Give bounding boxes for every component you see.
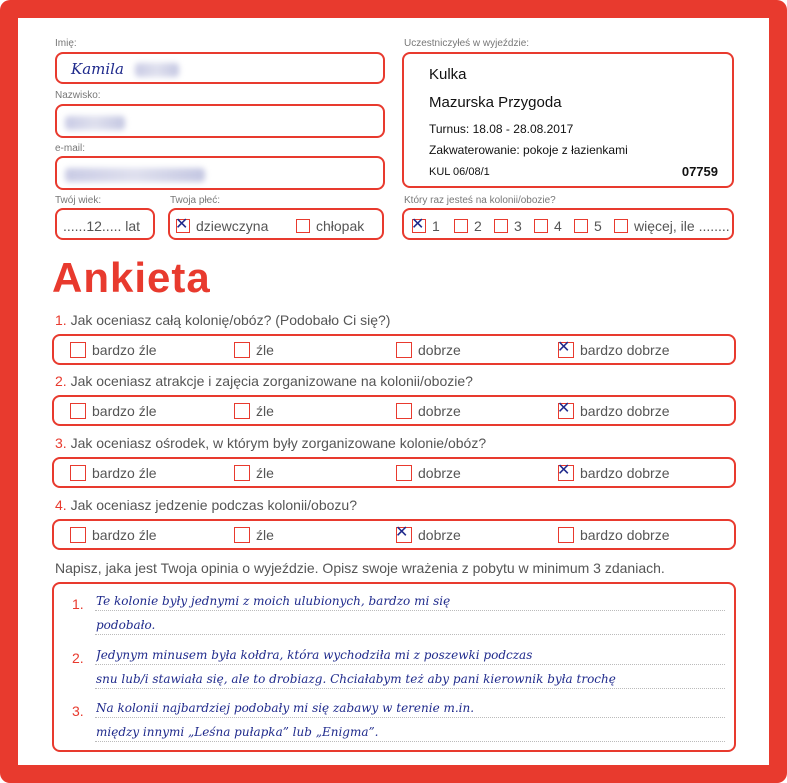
- rating-option-label: bardzo źle: [92, 465, 157, 481]
- rating-option[interactable]: [396, 521, 461, 549]
- check-x-icon: ✕: [175, 214, 189, 233]
- trip-dates: Turnus: 18.08 - 28.08.2017: [429, 122, 574, 136]
- rating-option-label: bardzo źle: [92, 403, 157, 419]
- answer-line: podobało.: [96, 618, 156, 632]
- rating-checkbox[interactable]: [234, 465, 250, 481]
- rating-checkbox[interactable]: [396, 465, 412, 481]
- rating-option-label: dobrze: [418, 403, 461, 419]
- check-x-icon: ✕: [557, 337, 571, 356]
- trip-code: KUL 06/08/1: [429, 166, 490, 178]
- question-text: Jak oceniasz atrakcje i zajęcia zorganizowane na kolonii/obozie?: [70, 373, 473, 389]
- redacted-email: [65, 168, 205, 182]
- email-field[interactable]: [55, 156, 385, 190]
- gender-option-label: dziewczyna: [196, 218, 269, 234]
- ruled-line: [95, 741, 725, 742]
- rating-checkbox[interactable]: [396, 342, 412, 358]
- rating-option-label: dobrze: [418, 342, 461, 358]
- rating-option[interactable]: [396, 459, 461, 487]
- rating-option[interactable]: [558, 521, 670, 549]
- rating-option[interactable]: [558, 397, 670, 425]
- answer-line: Jedynym minusem była kołdra, która wychodziła mi z poszewki podczas: [96, 648, 533, 662]
- trip-name: Kulka: [429, 66, 467, 83]
- email-label: e-mail:: [55, 143, 86, 154]
- rating-checkbox[interactable]: [557, 398, 574, 419]
- gender-label: Twoja płeć:: [170, 195, 221, 206]
- answer-number: 2.: [72, 650, 84, 666]
- age-label: Twój wiek:: [55, 195, 102, 206]
- gender-group: [168, 208, 384, 240]
- first-name-field[interactable]: [55, 52, 385, 84]
- checkbox-1[interactable]: [411, 214, 426, 233]
- question-3: [55, 435, 486, 451]
- rating-row-3: [52, 457, 736, 488]
- question-number: 2.: [55, 373, 67, 389]
- answer-line: Na kolonii najbardziej podobały mi się zabawy w terenie m.in.: [96, 701, 475, 715]
- question-1: [55, 312, 390, 328]
- rating-option-label: dobrze: [418, 465, 461, 481]
- times-option-1[interactable]: [412, 212, 440, 240]
- rating-checkbox[interactable]: [70, 342, 86, 358]
- trip-label: Uczestniczyłeś w wyjeździe:: [404, 38, 530, 49]
- rating-option-label: źle: [256, 527, 274, 543]
- times-option-label: 4: [554, 218, 562, 234]
- trip-accommodation: Zakwaterowanie: pokoje z łazienkami: [429, 143, 628, 157]
- rating-option-label: bardzo dobrze: [580, 527, 670, 543]
- rating-option-label: źle: [256, 465, 274, 481]
- checkbox-2[interactable]: [454, 219, 468, 233]
- rating-checkbox[interactable]: [557, 337, 574, 358]
- rating-checkbox[interactable]: [234, 342, 250, 358]
- check-x-icon: ✕: [411, 214, 425, 233]
- rating-option-label: bardzo źle: [92, 527, 157, 543]
- rating-option[interactable]: [234, 521, 274, 549]
- rating-checkbox[interactable]: [396, 403, 412, 419]
- rating-option-label: źle: [256, 342, 274, 358]
- rating-option[interactable]: [558, 336, 670, 364]
- rating-checkbox[interactable]: [557, 460, 574, 481]
- answer-line: między innymi „Leśna pułapka” lub „Enigma”.: [96, 725, 379, 739]
- check-x-icon: ✕: [557, 398, 571, 417]
- rating-option[interactable]: [558, 459, 670, 487]
- times-option-label: 2: [474, 218, 482, 234]
- checkbox-girl[interactable]: [175, 214, 190, 233]
- answer-number: 1.: [72, 596, 84, 612]
- checkbox-4[interactable]: [534, 219, 548, 233]
- rating-option[interactable]: [396, 336, 461, 364]
- question-number: 4.: [55, 497, 67, 513]
- first-name-value: Kamila: [71, 60, 124, 78]
- rating-option[interactable]: [234, 459, 274, 487]
- times-label: Który raz jesteś na kolonii/obozie?: [404, 195, 556, 206]
- ruled-line: [95, 717, 725, 718]
- rating-checkbox[interactable]: [234, 527, 250, 543]
- check-x-icon: ✕: [557, 460, 571, 479]
- checkbox-boy[interactable]: [296, 219, 310, 233]
- answer-number: 3.: [72, 703, 84, 719]
- last-name-field[interactable]: [55, 104, 385, 138]
- age-value: ......12..... lat: [63, 218, 141, 234]
- rating-row-4: [52, 519, 736, 550]
- question-4: [55, 497, 357, 513]
- times-option-label: 5: [594, 218, 602, 234]
- checkbox-5[interactable]: [574, 219, 588, 233]
- times-option-3[interactable]: [494, 212, 522, 240]
- trip-program: Mazurska Przygoda: [429, 94, 562, 111]
- question-number: 1.: [55, 312, 67, 328]
- gender-option-label: chłopak: [316, 218, 365, 234]
- rating-option-label: bardzo dobrze: [580, 465, 670, 481]
- question-text: Jak oceniasz całą kolonię/obóz? (Podobało Ci się?): [70, 312, 391, 328]
- survey-title: Ankieta: [52, 254, 211, 301]
- ruled-line: [95, 688, 725, 689]
- times-group: [402, 208, 734, 240]
- rating-option-label: bardzo dobrze: [580, 342, 670, 358]
- trip-card: [402, 52, 734, 188]
- rating-checkbox[interactable]: [70, 465, 86, 481]
- rating-checkbox[interactable]: [234, 403, 250, 419]
- question-2: [55, 373, 473, 389]
- opinion-prompt: Napisz, jaka jest Twoja opinia o wyjeździe. Opisz swoje wrażenia z pobytu w minimum 3 zdaniach.: [55, 560, 665, 576]
- last-name-label: Nazwisko:: [55, 90, 101, 101]
- answer-line: Te kolonie były jednymi z moich ulubionych, bardzo mi się: [96, 594, 451, 608]
- rating-option-label: bardzo dobrze: [580, 403, 670, 419]
- rating-option-label: bardzo źle: [92, 342, 157, 358]
- times-option-4[interactable]: [534, 212, 562, 240]
- trip-number: 07759: [681, 164, 718, 179]
- rating-option[interactable]: [234, 397, 274, 425]
- rating-checkbox[interactable]: [70, 403, 86, 419]
- question-text: Jak oceniasz ośrodek, w którym były zorganizowane kolonie/obóz?: [70, 435, 487, 451]
- age-field[interactable]: [55, 208, 155, 240]
- redacted-surname-signature: [135, 63, 179, 77]
- check-x-icon: ✕: [395, 522, 409, 541]
- rating-checkbox[interactable]: [395, 522, 412, 543]
- rating-option-label: dobrze: [418, 527, 461, 543]
- redacted-last-name: [65, 116, 125, 130]
- rating-option[interactable]: [396, 397, 461, 425]
- gender-option-girl[interactable]: [176, 212, 268, 240]
- times-option-more[interactable]: [614, 212, 730, 240]
- rating-option[interactable]: [70, 521, 157, 549]
- question-number: 3.: [55, 435, 67, 451]
- rating-option-label: źle: [256, 403, 274, 419]
- gender-option-boy[interactable]: [296, 212, 364, 240]
- rating-checkbox[interactable]: [558, 527, 574, 543]
- rating-option[interactable]: [70, 397, 157, 425]
- times-option-label: 3: [514, 218, 522, 234]
- ruled-line: [95, 634, 725, 635]
- checkbox-3[interactable]: [494, 219, 508, 233]
- ruled-line: [95, 610, 725, 611]
- question-text: Jak oceniasz jedzenie podczas kolonii/obozu?: [70, 497, 357, 513]
- rating-option[interactable]: [70, 336, 157, 364]
- rating-option[interactable]: [234, 336, 274, 364]
- times-option-5[interactable]: [574, 212, 602, 240]
- rating-option[interactable]: [70, 459, 157, 487]
- rating-checkbox[interactable]: [70, 527, 86, 543]
- times-option-label: 1: [432, 218, 440, 234]
- first-name-label: Imię:: [55, 38, 77, 49]
- rating-row-1: [52, 334, 736, 365]
- times-option-2[interactable]: [454, 212, 482, 240]
- answer-line: snu lub/i stawiała się, ale to drobiazg. Chciałabym też aby pani kierownik była trochę: [96, 672, 616, 686]
- times-option-label: więcej, ile ........: [634, 218, 730, 234]
- rating-row-2: [52, 395, 736, 426]
- ruled-line: [95, 664, 725, 665]
- checkbox-more[interactable]: [614, 219, 628, 233]
